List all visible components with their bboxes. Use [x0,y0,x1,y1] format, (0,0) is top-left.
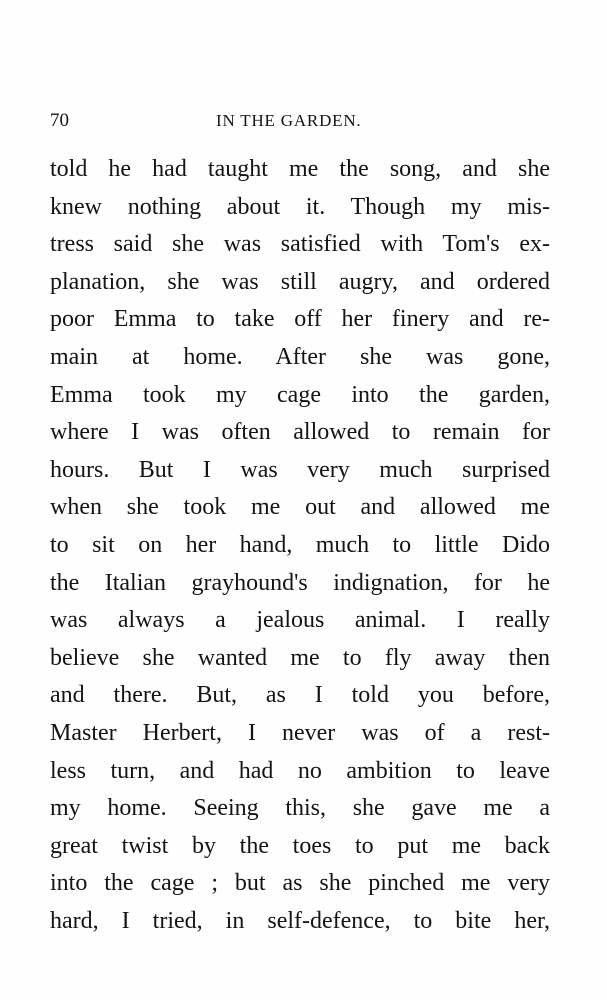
page-number: 70 [50,110,69,131]
text-line: hours. But I was very much surprised [50,456,550,483]
text-line: Master Herbert, I never was of a rest- [50,719,550,746]
text-line: less turn, and had no ambition to leave [50,757,550,784]
text-line: when she took me out and allowed me [50,494,550,521]
text-line: tress said she was satisfied with Tom's ex- [50,231,550,258]
text-line: hard, I tried, in self-defence, to bite her, [50,907,550,934]
text-line: great twist by the toes to put me back [50,832,550,859]
running-title: IN THE GARDEN. [216,111,362,130]
text-line: into the cage ; but as she pinched me very [50,870,550,897]
running-head [50,108,550,134]
text-line: planation, she was still augry, and ordered [50,268,550,295]
text-line: where I was often allowed to remain for [50,419,550,446]
text-line: the Italian grayhound's indignation, for he [50,569,550,596]
body-text [50,151,550,940]
text-line: believe she wanted me to fly away then [50,644,550,671]
text-line: Emma took my cage into the garden, [50,381,550,408]
text-line: main at home. After she was gone, [50,343,550,370]
text-line: my home. Seeing this, she gave me a [50,795,550,822]
text-line: poor Emma to take off her finery and re- [50,306,550,333]
text-line: knew nothing about it. Though my mis- [50,193,550,220]
text-line: told he had taught me the song, and she [50,156,550,182]
text-line: to sit on her hand, much to little Dido [50,531,550,558]
text-line: and there. But, as I told you before, [50,682,550,709]
text-line: was always a jealous animal. I really [50,607,550,634]
